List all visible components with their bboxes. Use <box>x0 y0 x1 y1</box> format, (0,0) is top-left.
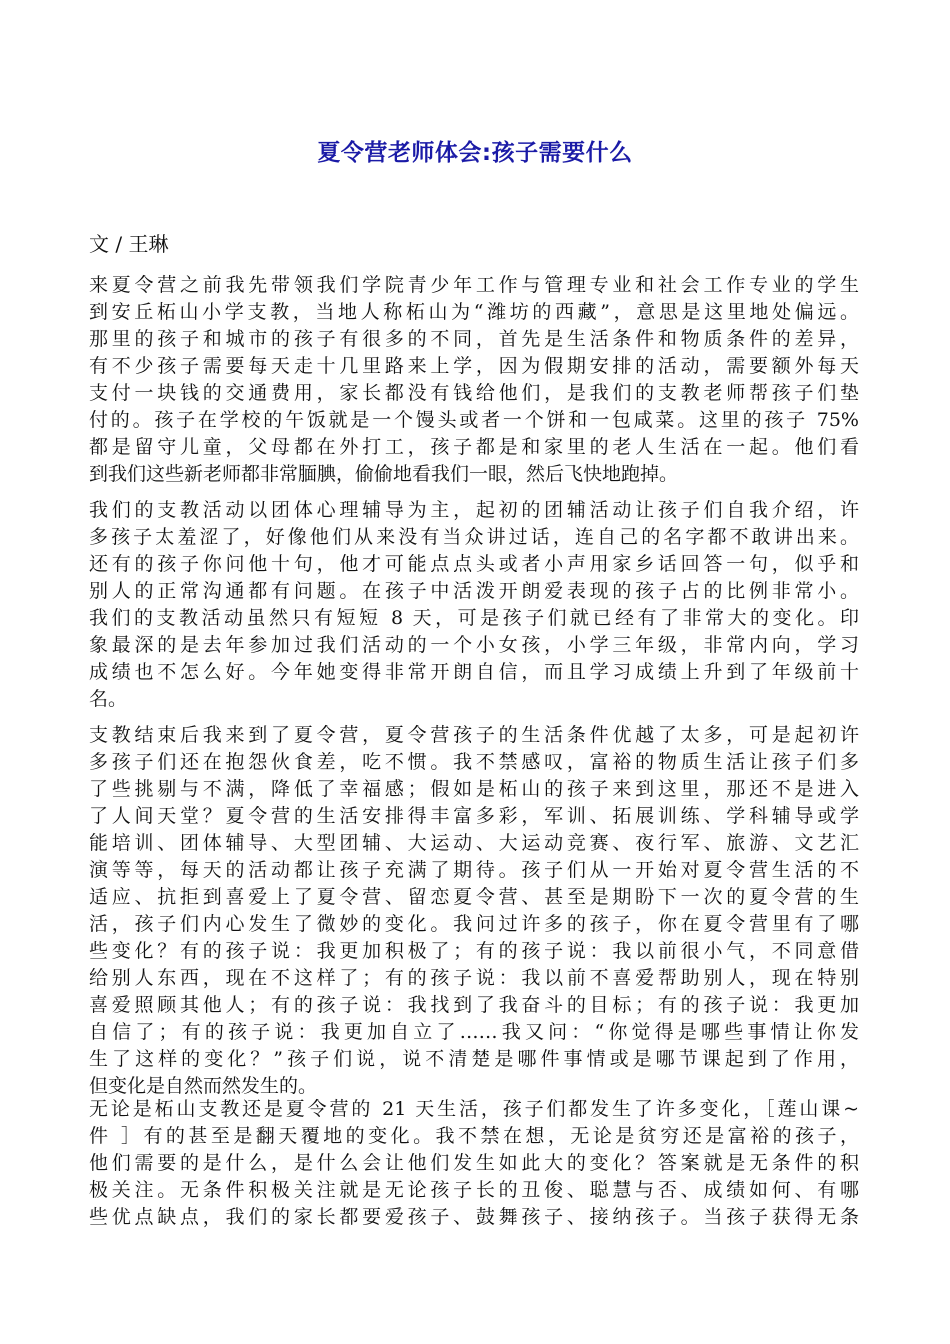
text-line: 适应、抗拒到喜爱上了夏令营、留恋夏令营、甚至是期盼下一次的夏令营的生 <box>89 886 859 908</box>
text-line: 了人间天堂？夏令营的生活安排得丰富多彩，军训、拓展训练、学科辅导或学 <box>89 805 859 827</box>
text-line: 我们的支教活动以团体心理辅导为主，起初的团辅活动让孩子们自我介绍，许 <box>89 499 859 521</box>
text-line: 极关注。无条件积极关注就是无论孩子长的丑俊、聪慧与否、成绩如何、有哪 <box>89 1179 859 1201</box>
text-line: 支教结束后我来到了夏令营，夏令营孩子的生活条件优越了太多，可是起初许 <box>89 724 859 746</box>
text-line: 多孩子太羞涩了，好像他们从来没有当众讲过话，连自己的名字都不敢讲出来。 <box>89 526 859 548</box>
text-line: 了些挑剔与不满，降低了幸福感；假如是柘山的孩子来到这里，那还不是进入 <box>89 778 859 800</box>
text-line: 到安丘柘山小学支教，当地人称柘山为“潍坊的西藏”，意思是这里地处偏远。 <box>89 301 859 323</box>
text-line: 象最深的是去年参加过我们活动的一个小女孩，小学三年级，非常内向，学习 <box>89 634 859 656</box>
text-line: 件 ］有的甚至是翻天覆地的变化。我不禁在想，无论是贫穷还是富裕的孩子， <box>89 1125 859 1147</box>
text-line: 别人的正常沟通都有问题。在孩子中活泼开朗爱表现的孩子占的比例非常小。 <box>89 580 859 602</box>
text-line: 演等等，每天的活动都让孩子充满了期待。孩子们从一开始对夏令营生活的不 <box>89 859 859 881</box>
paragraph-4 <box>89 1096 859 1231</box>
text-line: 支付一块钱的交通费用，家长都没有钱给他们，是我们的支教老师帮孩子们垫 <box>89 382 859 404</box>
text-line: 多孩子们还在抱怨伙食差，吃不惯。我不禁感叹，富裕的物质生活让孩子们多 <box>89 751 859 773</box>
text-line: 我们的支教活动虽然只有短短 8 天，可是孩子们就已经有了非常大的变化。印 <box>89 607 859 629</box>
text-line: 到我们这些新老师都非常腼腆，偷偷地看我们一眼，然后飞快地跑掉。 <box>89 463 679 485</box>
text-line: 能培训、团体辅导、大型团辅、大运动、大运动竞赛、夜行军、旅游、文艺汇 <box>89 832 859 854</box>
text-line: 成绩也不怎么好。今年她变得非常开朗自信，而且学习成绩上升到了年级前十 <box>89 661 859 683</box>
paragraph-2 <box>89 497 859 713</box>
paragraph-1 <box>89 272 859 488</box>
text-line: 生了这样的变化？”孩子们说，说不清楚是哪件事情或是哪节课起到了作用， <box>89 1048 859 1070</box>
text-line: 自信了；有的孩子说：我更加自立了……我又问：“你觉得是哪些事情让你发 <box>89 1021 859 1043</box>
author-byline: 文 / 王琳 <box>89 232 169 256</box>
text-line: 那里的孩子和城市的孩子有很多的不同，首先是生活条件和物质条件的差异， <box>89 328 859 350</box>
text-line: 喜爱照顾其他人；有的孩子说：我找到了我奋斗的目标；有的孩子说：我更加 <box>89 994 859 1016</box>
text-line: 名。 <box>89 688 128 710</box>
text-line: 来夏令营之前我先带领我们学院青少年工作与管理专业和社会工作专业的学生 <box>89 274 859 296</box>
text-line: 但变化是自然而然发生的。 <box>89 1075 318 1097</box>
document-title: 夏令营老师体会:孩子需要什么 <box>317 140 633 166</box>
text-line: 无论是柘山支教还是夏令营的 21 天生活，孩子们都发生了许多变化，［莲山课~ <box>89 1098 859 1120</box>
text-line: 活，孩子们内心发生了微妙的变化。我问过许多的孩子，你在夏令营里有了哪 <box>89 913 859 935</box>
text-line: 些优点缺点，我们的家长都要爱孩子、鼓舞孩子、接纳孩子。当孩子获得无条 <box>89 1206 859 1228</box>
text-line: 给别人东西，现在不这样了；有的孩子说：我以前不喜爱帮助别人，现在特别 <box>89 967 859 989</box>
paragraph-3 <box>89 722 859 1100</box>
text-line: 他们需要的是什么，是什么会让他们发生如此大的变化？答案就是无条件的积 <box>89 1152 859 1174</box>
text-line: 还有的孩子你问他十句，他才可能点点头或者小声用家乡话回答一句，似乎和 <box>89 553 859 575</box>
text-line: 付的。孩子在学校的午饭就是一个馒头或者一个饼和一包咸菜。这里的孩子 75% <box>89 409 859 431</box>
text-line: 有不少孩子需要每天走十几里路来上学，因为假期安排的活动，需要额外每天 <box>89 355 859 377</box>
text-line: 都是留守儿童，父母都在外打工，孩子都是和家里的老人生活在一起。他们看 <box>89 436 859 458</box>
text-line: 些变化？有的孩子说：我更加积极了；有的孩子说：我以前很小气，不同意借 <box>89 940 859 962</box>
